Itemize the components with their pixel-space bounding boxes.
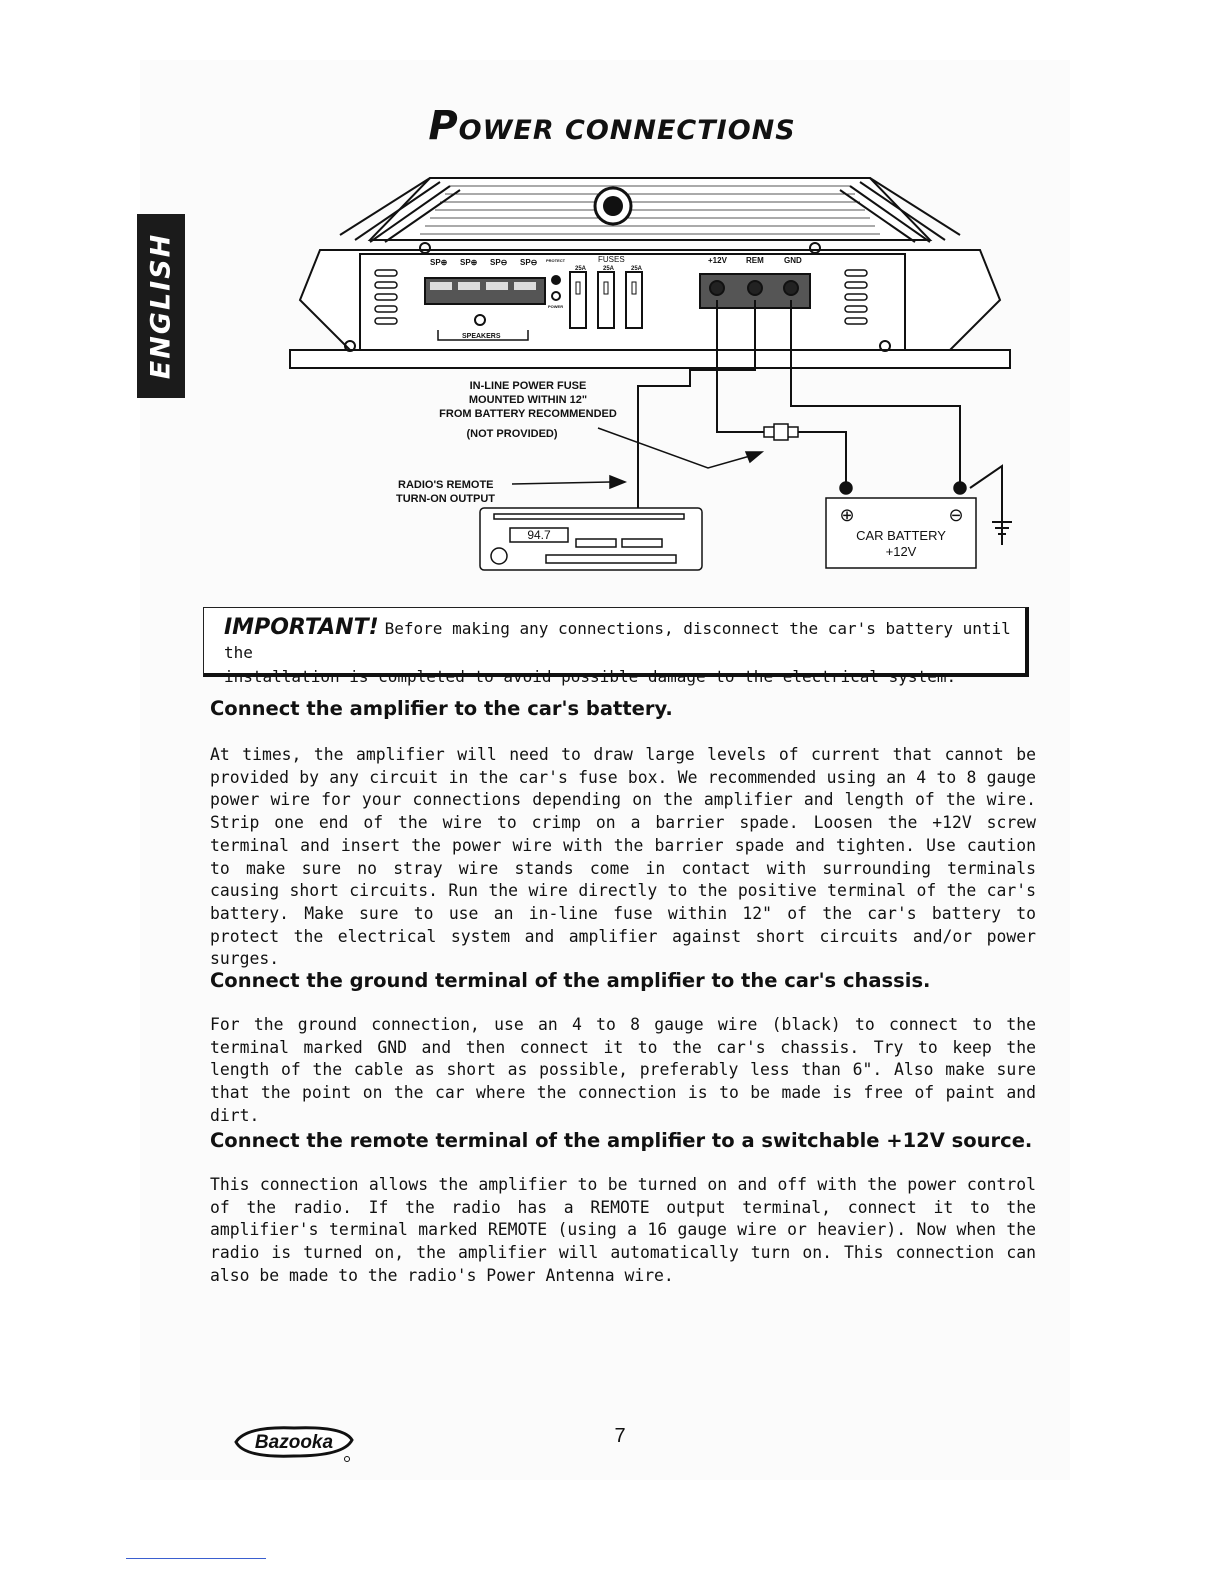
section-body: At times, the amplifier will need to draw large levels of current that cannot be provided by any circuit in the car's fuse box. We recommended using an 4 to 8 gauge power wire for your connections depending on the amplifier and length of the wire. Strip one end of the wire to crimp on a barrier spade. Loosen the +12V screw terminal and insert the power wire with the barrier spade and tighten. Use caution to make sure no stray wire stands come in contact with surrounding terminals causing short circuits. Run the wire directly to the positive terminal of the car's battery. Make sure to use an in-line fuse within 12" of the car's battery to protect the electrical system and amplifier against short circuits and/or power surges. bbox=[210, 745, 1036, 969]
fuse-rating: 25A bbox=[575, 266, 587, 272]
important-lead: IMPORTANT! bbox=[224, 615, 379, 640]
section-heading: Connect the amplifier to the car's battery. bbox=[210, 697, 673, 720]
remote-note-line: RADIO'S REMOTE bbox=[398, 479, 494, 491]
important-line-2: installation is completed to avoid possible damage to the electrical system. bbox=[224, 667, 957, 686]
language-tab-label: ENGLISH bbox=[145, 232, 177, 380]
section-heading: Connect the ground terminal of the amplifier to the car's chassis. bbox=[210, 969, 931, 992]
radio-display: 94.7 bbox=[527, 528, 551, 542]
footer-line bbox=[126, 1558, 266, 1559]
terminal-label: SP⊕ bbox=[460, 258, 478, 267]
amplifier-illustration bbox=[290, 178, 1010, 368]
power-led-label: POWER bbox=[548, 304, 564, 309]
terminal-label: SP⊕ bbox=[430, 258, 448, 267]
terminal-label: SP⊖ bbox=[490, 258, 508, 267]
fuse-rating: 25A bbox=[603, 266, 615, 272]
title-rest: OWER CONNECTIONS bbox=[458, 115, 796, 146]
language-tab bbox=[137, 214, 185, 398]
fuse-note-line: FROM BATTERY RECOMMENDED bbox=[439, 408, 617, 420]
battery-positive: ⊕ bbox=[839, 505, 855, 525]
bazooka-logo bbox=[232, 1420, 357, 1465]
fuse-note-line: MOUNTED WITHIN 12" bbox=[468, 394, 588, 406]
battery-voltage: +12V bbox=[885, 544, 917, 559]
important-notice bbox=[203, 607, 1029, 686]
fuse-note-line: IN-LINE POWER FUSE bbox=[469, 380, 587, 392]
fuse-callout-text bbox=[439, 380, 617, 440]
important-line-1: Before making any connections, disconnect the car's battery until the bbox=[224, 619, 1011, 662]
remote-callout-text bbox=[396, 479, 495, 505]
power-connection-diagram bbox=[280, 170, 1020, 590]
inline-fuse bbox=[764, 424, 798, 440]
car-radio bbox=[480, 508, 702, 570]
terminal-label: SP⊖ bbox=[520, 258, 538, 267]
page-number: 7 bbox=[614, 1425, 626, 1447]
remote-note-line: TURN-ON OUTPUT bbox=[396, 493, 495, 505]
section-heading: Connect the remote terminal of the amplifier to a switchable +12V source. bbox=[210, 1129, 1033, 1152]
title-first-letter: P bbox=[428, 103, 459, 149]
power-terminal-label: +12V bbox=[708, 256, 727, 265]
logo-text: Bazooka bbox=[254, 1432, 334, 1453]
page-title bbox=[0, 103, 1224, 149]
protect-label: PROTECT bbox=[546, 258, 566, 263]
power-terminal-label: GND bbox=[784, 256, 802, 265]
fuse-note-line: (NOT PROVIDED) bbox=[466, 428, 558, 440]
section-body: This connection allows the amplifier to be turned on and off with the power control of the radio. If the radio has a REMOTE output terminal, connect it to the amplifier's terminal marked REMOTE (using a 16 gauge wire or heavier). Now when the radio is turned on, the amplifier will automatically turn on. This connection can also be made to the radio's Power Antenna wire. bbox=[210, 1175, 1036, 1285]
battery-negative: ⊖ bbox=[948, 505, 964, 525]
power-terminal-label: REM bbox=[746, 256, 764, 265]
speakers-label: SPEAKERS bbox=[462, 333, 501, 340]
battery-label: CAR BATTERY bbox=[856, 528, 946, 543]
section-body: For the ground connection, use an 4 to 8 gauge wire (black) to connect to the terminal marked GND and then connect it to the car's chassis. Try to keep the length of the cable as short as possible, preferably less than 6". Also make sure that the point on the car where the connection is to be made is free of paint and dirt. bbox=[210, 1015, 1036, 1125]
fuse-rating: 25A bbox=[631, 266, 643, 272]
fuses-label: FUSES bbox=[598, 255, 625, 264]
